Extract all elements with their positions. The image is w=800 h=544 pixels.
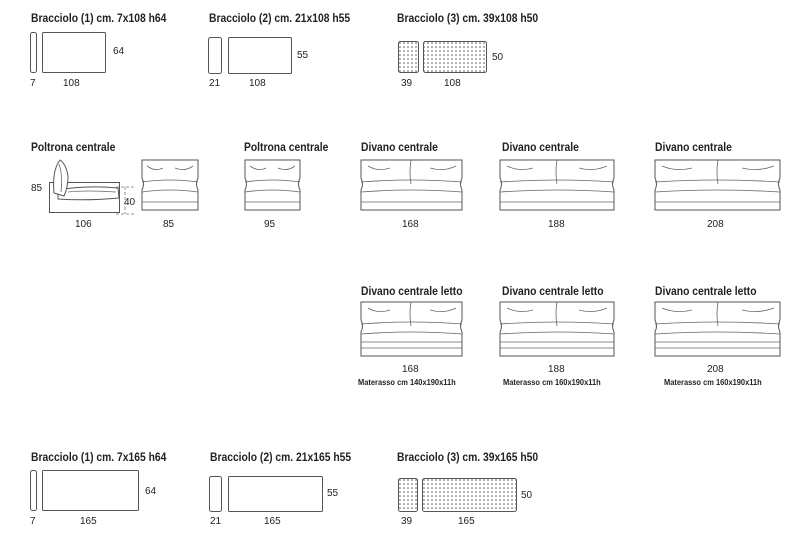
armchair-height: 85	[31, 183, 43, 194]
sofabed-188-drawing	[499, 300, 617, 360]
armrest-3-108-length: 108	[444, 78, 461, 89]
armrest-3-165-title: Bracciolo (3) cm. 39x165 h50	[397, 450, 539, 464]
armrest-2-108-width: 21	[209, 78, 221, 89]
sofabed-168-width: 168	[402, 364, 419, 375]
armrest-2-165-width: 21	[210, 516, 222, 527]
sofa-188-width: 188	[548, 219, 565, 230]
armrest-1-108-height: 64	[113, 46, 125, 57]
armrest-3-165-length: 165	[458, 516, 475, 527]
sofa-208-drawing	[654, 158, 784, 214]
armrest-3-165-drawing	[398, 478, 520, 512]
armrest-1-165-title: Bracciolo (1) cm. 7x165 h64	[31, 450, 167, 464]
sofabed-168-drawing	[360, 300, 465, 360]
armchair-depth: 106	[75, 219, 92, 230]
sofabed-208-width: 208	[707, 364, 724, 375]
armchair-front-width: 95	[264, 219, 276, 230]
sofa-188-title: Divano centrale	[502, 140, 579, 154]
armrest-3-108-title: Bracciolo (3) cm. 39x108 h50	[397, 11, 539, 25]
sofa-168-drawing	[360, 158, 465, 214]
sofa-168-title: Divano centrale	[361, 140, 438, 154]
armrest-3-108-width: 39	[401, 78, 413, 89]
armrest-2-108-title: Bracciolo (2) cm. 21x108 h55	[209, 11, 351, 25]
armrest-1-108-width: 7	[30, 78, 36, 89]
armrest-2-165-title: Bracciolo (2) cm. 21x165 h55	[210, 450, 352, 464]
armrest-1-165-height: 64	[145, 486, 157, 497]
sofabed-208-title: Divano centrale letto	[655, 284, 757, 298]
sofabed-168-title: Divano centrale letto	[361, 284, 463, 298]
armchair-side-title: Poltrona centrale	[31, 140, 116, 154]
armrest-3-165-height: 50	[521, 490, 533, 501]
armrest-1-108-drawing	[30, 32, 110, 76]
sofabed-188-width: 188	[548, 364, 565, 375]
armrest-1-165-drawing	[30, 470, 142, 514]
armchair-back-drawing	[141, 158, 201, 214]
sofa-208-width: 208	[707, 219, 724, 230]
sofabed-208-drawing	[654, 300, 784, 360]
armrest-2-108-drawing	[208, 37, 298, 77]
armrest-3-108-drawing	[398, 41, 490, 75]
armchair-front-drawing	[244, 158, 304, 214]
sofabed-188-mattress: Materasso cm 160x190x11h	[503, 377, 601, 387]
armrest-1-165-length: 165	[80, 516, 97, 527]
sofa-168-width: 168	[402, 219, 419, 230]
armrest-2-165-height: 55	[327, 488, 339, 499]
armrest-2-108-length: 108	[249, 78, 266, 89]
armchair-front-title: Poltrona centrale	[244, 140, 329, 154]
armrest-1-108-length: 108	[63, 78, 80, 89]
sofa-208-title: Divano centrale	[655, 140, 732, 154]
armrest-2-108-height: 55	[297, 50, 309, 61]
armrest-2-165-length: 165	[264, 516, 281, 527]
armrest-2-165-drawing	[209, 476, 327, 516]
sofabed-188-title: Divano centrale letto	[502, 284, 604, 298]
armrest-3-108-height: 50	[492, 52, 504, 63]
armchair-seat-height: 40	[124, 197, 136, 208]
armchair-width: 85	[163, 219, 175, 230]
armrest-1-165-width: 7	[30, 516, 36, 527]
armrest-3-165-width: 39	[401, 516, 413, 527]
armrest-1-108-title: Bracciolo (1) cm. 7x108 h64	[31, 11, 167, 25]
sofabed-168-mattress: Materasso cm 140x190x11h	[358, 377, 456, 387]
sofabed-208-mattress: Materasso cm 160x190x11h	[664, 377, 762, 387]
sofa-188-drawing	[499, 158, 617, 214]
